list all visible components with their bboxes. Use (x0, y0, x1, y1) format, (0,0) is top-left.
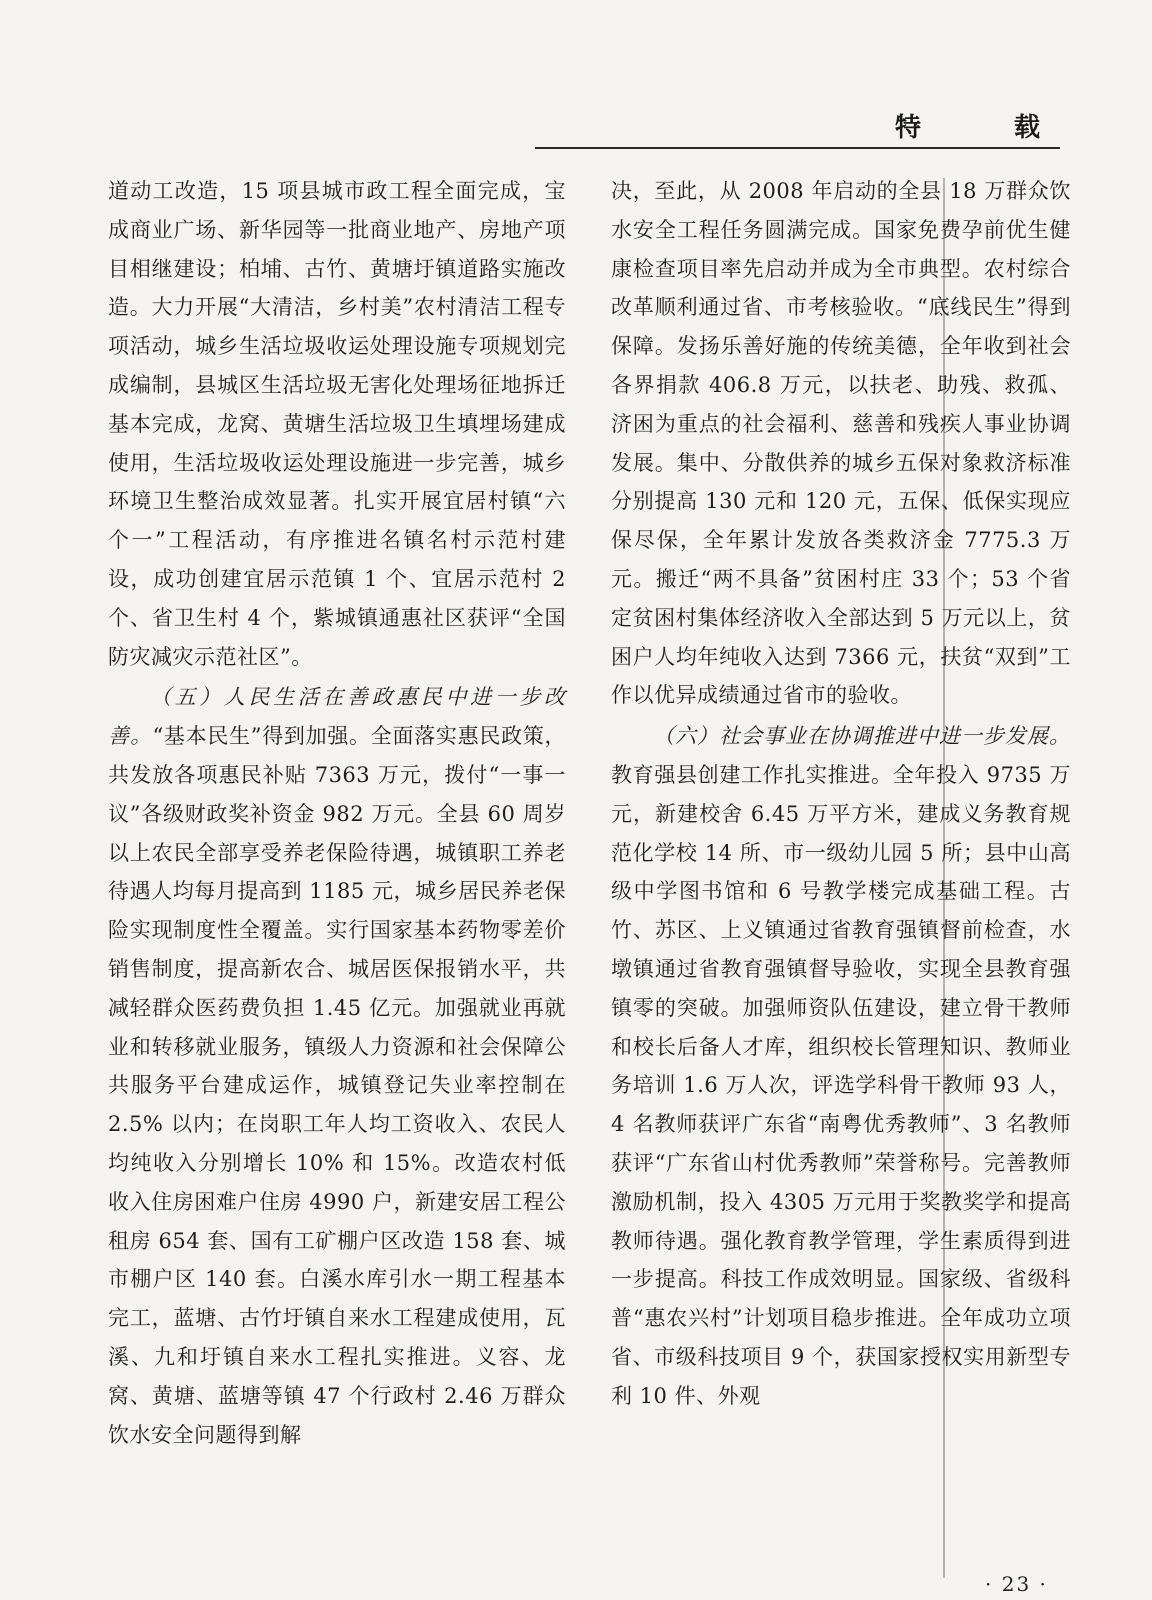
paragraph-continued-right: 决，至此，从 2008 年启动的全县 18 万群众饮水安全工程任务圆满完成。国家免费孕前优生健康检查项目率先启动并成为全市典型。农村综合改革顺利通过省、市考核验收。“底线民生”得到保障。发扬乐善好施的传统美德，全年收到社会各界捐款 406.8 万元，以扶老、助残、救孤、济困为重点的社会福利、慈善和残疾人事业协调发展。集中、分散供养的城乡五保对象救济标准分别提高 130 元和 120 元，五保、低保实现应保尽保，全年累计发放各类救济金 7775.3 万元。搬迁“两不具备”贫困村庄 33 个；53 个省定贫困村集体经济收入全部达到 5 万元以上，贫困户人均年纯收入达到 7366 元，扶贫“双到”工作以优异成绩通过省市的验收。 (611, 179, 1071, 708)
section-5-heading: （五）人民生活在善政惠民中进一步改善。 (108, 685, 566, 749)
right-column (611, 172, 1071, 1416)
section-5-body: “基本民生”得到加强。全面落实惠民政策，共发放各项惠民补贴 7363 万元，拨付“一事一议”各级财政奖补资金 982 万元。全县 60 周岁以上农民全部享受养老保险待遇，城镇职工养老待遇人均每月提高到 1185 元，城乡居民养老保险实现制度性全覆盖。实行国家基本药物零差价销售制度，提高新农合、城居医保报销水平，共减轻群众医药费负担 1.45 亿元。加强就业再就业和转移就业服务，镇级人力资源和社会保障公共服务平台建成运作，城镇登记失业率控制在 2.5% 以内；在岗职工年人均工资收入、农民人均纯收入分别增长 10% 和 15%。改造农村低收入住房困难户住房 4990 户，新建安居工程公租房 654 套、国有工矿棚户区改造 158 套、城市棚户区 140 套。白溪水库引水一期工程基本完工，蓝塘、古竹圩镇自来水工程建成使用，瓦溪、九和圩镇自来水工程扎实推进。义容、龙窝、黄塘、蓝塘等镇 47 个行政村 2.46 万群众饮水安全问题得到解 (108, 724, 566, 1447)
section-title: 特 载 (894, 113, 1082, 143)
section-6-heading: （六）社会事业在协调推进中进一步发展。 (653, 724, 1071, 749)
section-6-body: 教育强县创建工作扎实推进。全年投入 9735 万元，新建校舍 6.45 万平方米，建成义务教育规范化学校 14 所、市一级幼儿园 5 所；县中山高级中学图书馆和 6 号教学楼完成基础工程。古竹、苏区、上义镇通过省教育强镇督前检查，水墩镇通过省教育强镇督导验收，实现全县教育强镇零的突破。加强师资队伍建设，建立骨干教师和校长后备人才库，组织校长管理知识、教师业务培训 1.6 万人次，评选学科骨干教师 93 人，4 名教师获评广东省“南粤优秀教师”、3 名教师获评“广东省山村优秀教师”荣誉称号。完善教师激励机制，投入 4305 万元用于奖教奖学和提高教师待遇。强化教育教学管理，学生素质得到进一步提高。科技工作成效明显。国家级、省级科普“惠农兴村”计划项目稳步推进。全年成功立项省、市级科技项目 9 个，获国家授权实用新型专利 10 件、外观 (611, 762, 1071, 1408)
paragraph-continued: 道动工改造，15 项县城市政工程全面完成，宝成商业广场、新华园等一批商业地产、房地产项目相继建设；柏埔、古竹、黄塘圩镇道路实施改造。大力开展“大清洁，乡村美”农村清洁工程专项活动，城乡生活垃圾收运处理设施专项规划完成编制，县城区生活垃圾无害化处理场征地拆迁基本完成，龙窝、黄塘生活垃圾卫生填埋场建成使用，生活垃圾收运处理设施进一步完善，城乡环境卫生整治成效显著。扎实开展宜居村镇“六个一”工程活动，有序推进名镇名村示范村建设，成功创建宜居示范镇 1 个、宜居示范村 2 个、省卫生村 4 个，紫城镇通惠社区获评“全国防灾减灾示范社区”。 (108, 179, 566, 669)
left-column (108, 172, 566, 1454)
section-6-paragraph (611, 717, 1071, 1415)
page-number: · 23 · (985, 1572, 1048, 1596)
section-5-paragraph (108, 678, 566, 1454)
page-header (535, 105, 1082, 149)
